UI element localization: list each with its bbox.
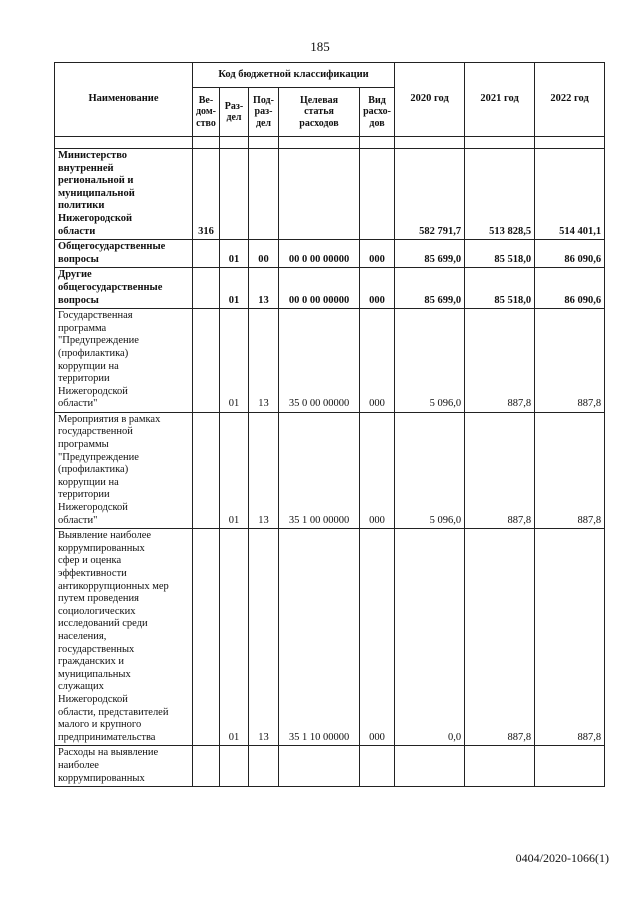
row-vid [360,149,395,240]
row-vid: 000 [360,529,395,746]
row-vedomstvo [193,746,220,787]
document-code: 0404/2020-1066(1) [515,851,609,865]
row-2022: 887,8 [535,412,605,528]
table-row [55,309,605,413]
row-target: 35 0 00 00000 [279,309,360,413]
row-2020: 582 791,7 [395,149,465,240]
row-vedomstvo [193,240,220,268]
table-row [55,268,605,309]
budget-table [54,62,605,787]
header-year-2020: 2020 год [395,63,465,137]
header-year-2022: 2022 год [535,63,605,137]
row-razdel: 01 [220,309,249,413]
row-2020: 5 096,0 [395,309,465,413]
row-target: 35 1 10 00000 [279,529,360,746]
row-name: Выявление наиболее коррумпированных сфер и оценка эффективности антикоррупционных мер путем проведения социологических исследований среди населения, государственных гражданских и муниципальных служащих Нижегородской области, представителей малого и крупного предпринимательства [55,529,193,746]
row-2022 [535,746,605,787]
row-2022: 887,8 [535,529,605,746]
table-row [55,149,605,240]
row-podrazdel: 00 [249,240,279,268]
row-razdel [220,746,249,787]
spacer-row [55,137,605,149]
row-name: Общегосударственные вопросы [55,240,193,268]
row-2020 [395,746,465,787]
row-podrazdel [249,746,279,787]
row-2020: 85 699,0 [395,240,465,268]
row-vedomstvo [193,412,220,528]
row-2020: 0,0 [395,529,465,746]
header-target-article: Целевая статья расходов [279,88,360,137]
row-podrazdel: 13 [249,529,279,746]
header-vedomstvo: Ве- дом- ство [193,88,220,137]
row-razdel [220,149,249,240]
row-2020: 85 699,0 [395,268,465,309]
row-name: Другие общегосударственные вопросы [55,268,193,309]
row-2021 [465,746,535,787]
row-vedomstvo: 316 [193,149,220,240]
header-razdel: Раз- дел [220,88,249,137]
row-2022: 86 090,6 [535,268,605,309]
row-2021: 887,8 [465,309,535,413]
row-vid [360,746,395,787]
row-razdel: 01 [220,268,249,309]
row-podrazdel: 13 [249,268,279,309]
row-target [279,746,360,787]
table-row [55,746,605,787]
row-target [279,149,360,240]
header-expense-type: Вид расхо- дов [360,88,395,137]
header-name: Наименование [55,63,193,137]
row-name: Мероприятия в рамках государственной программы "Предупреждение (профилактика) коррупции на территории Нижегородской области" [55,412,193,528]
row-2021: 887,8 [465,529,535,746]
row-vid: 000 [360,309,395,413]
row-razdel: 01 [220,529,249,746]
row-2021: 85 518,0 [465,240,535,268]
header-podrazdel: Под- раз- дел [249,88,279,137]
row-podrazdel: 13 [249,412,279,528]
row-2022: 86 090,6 [535,240,605,268]
table-row [55,412,605,528]
row-2021: 85 518,0 [465,268,535,309]
row-2020: 5 096,0 [395,412,465,528]
row-vid: 000 [360,240,395,268]
row-razdel: 01 [220,240,249,268]
row-podrazdel [249,149,279,240]
row-vid: 000 [360,412,395,528]
row-vedomstvo [193,309,220,413]
header-year-2021: 2021 год [465,63,535,137]
row-name: Государственная программа "Предупреждение (профилактика) коррупции на территории Нижегородской области" [55,309,193,413]
page-number: 185 [310,39,330,54]
row-target: 35 1 00 00000 [279,412,360,528]
header-classification-code: Код бюджетной классификации [193,63,395,88]
row-2022: 514 401,1 [535,149,605,240]
row-2021: 887,8 [465,412,535,528]
table-row [55,529,605,746]
row-vid: 000 [360,268,395,309]
table-row [55,240,605,268]
row-2022: 887,8 [535,309,605,413]
row-vedomstvo [193,268,220,309]
row-name: Расходы на выявление наиболее коррумпированных [55,746,193,787]
row-podrazdel: 13 [249,309,279,413]
row-razdel: 01 [220,412,249,528]
row-target: 00 0 00 00000 [279,268,360,309]
row-vedomstvo [193,529,220,746]
row-name: Министерство внутренней региональной и муниципальной политики Нижегородской области [55,149,193,240]
row-2021: 513 828,5 [465,149,535,240]
row-target: 00 0 00 00000 [279,240,360,268]
